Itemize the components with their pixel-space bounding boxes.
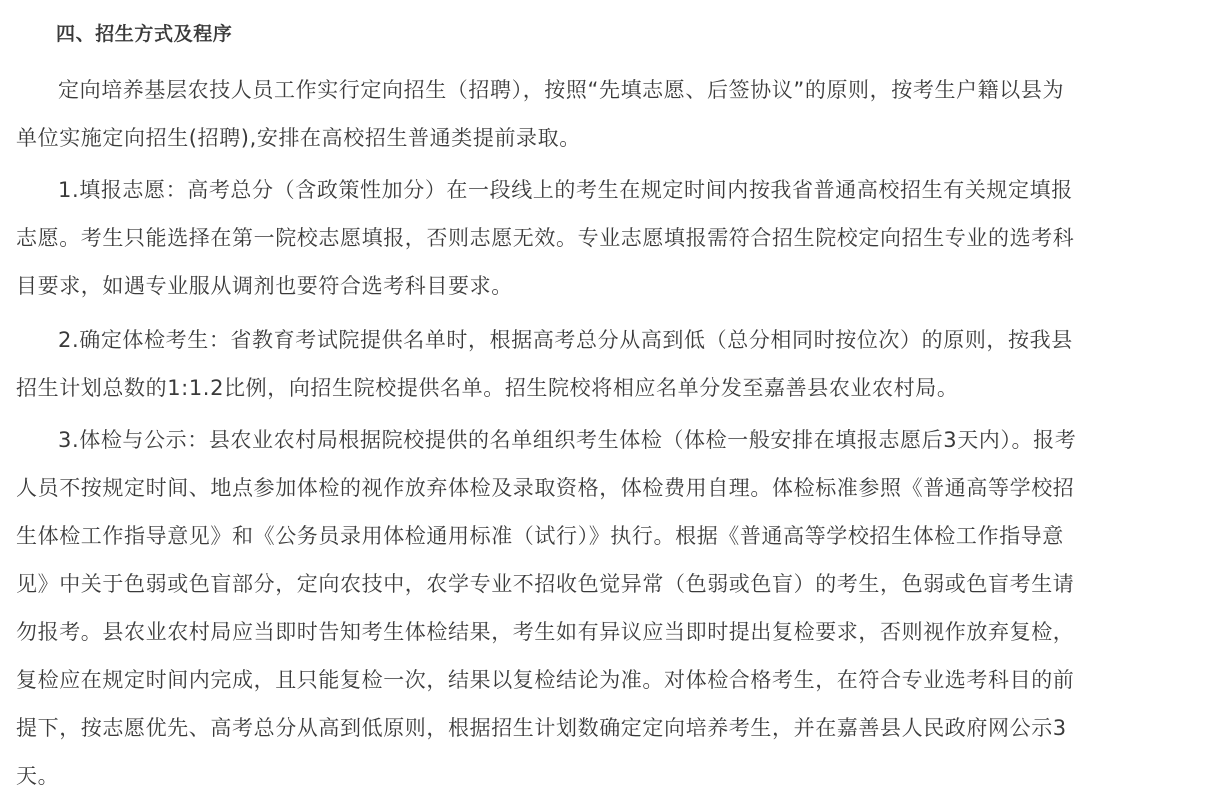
paragraph-line: 见》中关于色弱或色盲部分，定向农技中，农学专业不招收色觉异常（色弱或色盲）的考生，色弱或色盲考生请 xyxy=(16,572,1075,596)
paragraph-line: 3.体检与公示：县农业农村局根据院校提供的名单组织考生体检（体检一般安排在填报志愿后3天内）。报考 xyxy=(58,428,1077,452)
paragraph-fill-application xyxy=(16,166,1192,310)
paragraph-line: 1.填报志愿：高考总分（含政策性加分）在一段线上的考生在规定时间内按我省普通高校招生有关规定填报 xyxy=(58,178,1073,202)
paragraph-line: 定向培养基层农技人员工作实行定向招生（招聘），按照“先填志愿、后签协议”的原则，按考生户籍以县为 xyxy=(58,78,1065,102)
paragraph-line: 单位实施定向招生(招聘),安排在高校招生普通类提前录取。 xyxy=(16,126,581,150)
paragraph-line: 天。 xyxy=(16,764,60,788)
paragraph-enrollment-method xyxy=(16,66,1192,162)
paragraph-line: 复检应在规定时间内完成，且只能复检一次，结果以复检结论为准。对体检合格考生，在符合专业选考科目的前 xyxy=(16,668,1075,692)
section-heading: 四、招生方式及程序 xyxy=(56,23,233,45)
paragraph-medical-exam-and-publicity xyxy=(16,416,1192,800)
paragraph-line: 生体检工作指导意见》和《公务员录用体检通用标准（试行）》执行。根据《普通高等学校招生体检工作指导意 xyxy=(16,524,1064,548)
paragraph-determine-exam-candidates xyxy=(16,316,1192,412)
paragraph-line: 2.确定体检考生：省教育考试院提供名单时，根据高考总分从高到低（总分相同时按位次）的原则，按我县 xyxy=(58,328,1073,352)
paragraph-line: 志愿。考生只能选择在第一院校志愿填报，否则志愿无效。专业志愿填报需符合招生院校定向招生专业的选考科 xyxy=(16,226,1075,250)
paragraph-line: 勿报考。县农业农村局应当即时告知考生体检结果，考生如有异议应当即时提出复检要求，否则视作放弃复检， xyxy=(16,620,1075,644)
paragraph-line: 人员不按规定时间、地点参加体检的视作放弃体检及录取资格，体检费用自理。体检标准参照《普通高等学校招 xyxy=(16,476,1075,500)
paragraph-line: 招生计划总数的1:1.2比例，向招生院校提供名单。招生院校将相应名单分发至嘉善县农业农村局。 xyxy=(16,376,959,400)
paragraph-line: 目要求，如遇专业服从调剂也要符合选考科目要求。 xyxy=(16,274,513,298)
paragraph-line: 提下，按志愿优先、高考总分从高到低原则，根据招生计划数确定定向培养考生，并在嘉善县人民政府网公示3 xyxy=(16,716,1067,740)
